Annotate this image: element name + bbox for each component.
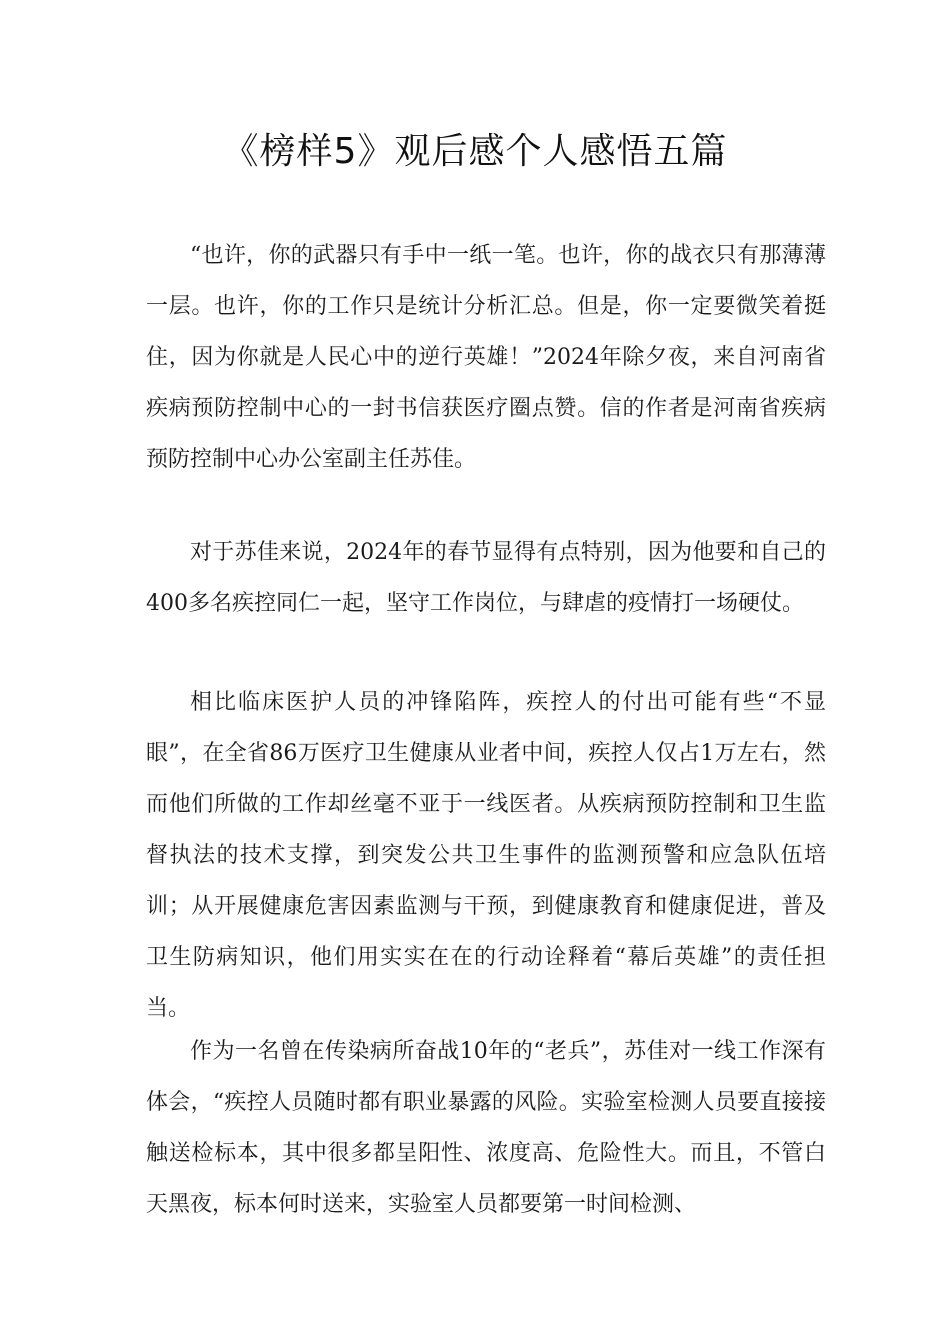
paragraph-3 (146, 677, 826, 1034)
paragraph-2 (146, 527, 826, 629)
paragraph-text: 作为一名曾在传染病所奋战10年的“老兵”，苏佳对一线工作深有体会，“疾控人员随时都有职业暴露的风险。实验室检测人员要直接接触送检标本，其中很多都呈阳性、浓度高、危险性大。而且，不管白天黑夜，标本何时送来，实验室人员都要第一时间检测、 (146, 1039, 826, 1217)
document-title: 《榜样5》观后感个人感悟五篇 (222, 131, 728, 172)
paragraph-text: 对于苏佳来说，2024年的春节显得有点特别，因为他要和自己的400多名疾控同仁一起，坚守工作岗位，与肆虐的疫情打一场硬仗。 (146, 540, 826, 616)
paragraph-text: 相比临床医护人员的冲锋陷阵，疾控人的付出可能有些“不显眼”，在全省86万医疗卫生健康从业者中间，疾控人仅占1万左右，然而他们所做的工作却丝毫不亚于一线医者。从疾病预防控制和卫生监督执法的技术支撑，到突发公共卫生事件的监测预警和应急队伍培训；从开展健康危害因素监测与干预，到健康教育和健康促进，普及卫生防病知识，他们用实实在在的行动诠释着“幕后英雄”的责任担当。 (146, 690, 826, 1021)
paragraph-1 (146, 230, 826, 485)
paragraph-4 (146, 1026, 826, 1230)
paragraph-text: “也许，你的武器只有手中一纸一笔。也许，你的战衣只有那薄薄一层。也许，你的工作只是统计分析汇总。但是，你一定要微笑着挺住，因为你就是人民心中的逆行英雄！”2024年除夕夜，来自河南省疾病预防控制中心的一封书信获医疗圈点赞。信的作者是河南省疾病预防控制中心办公室副主任苏佳。 (146, 243, 826, 472)
